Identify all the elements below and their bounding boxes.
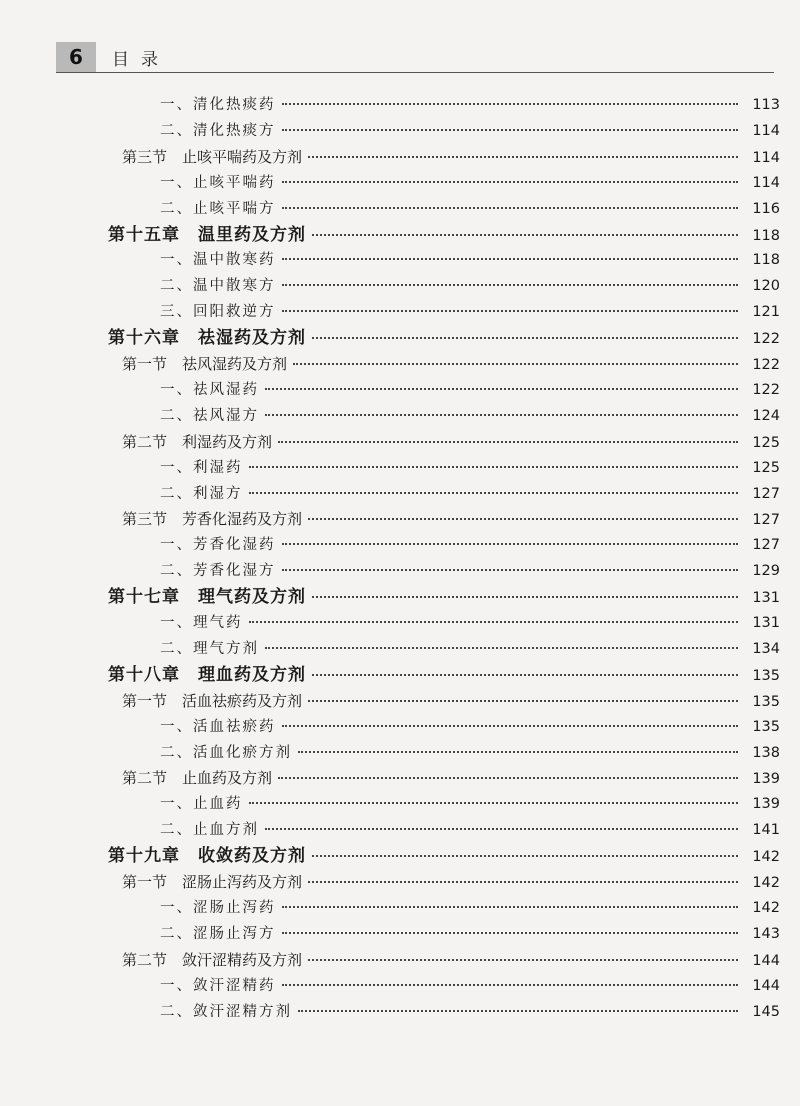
toc-entry-label: 一、清化热痰药	[160, 97, 276, 113]
toc-page-number: 143	[752, 925, 780, 942]
toc-entry-label: 第十七章 理气药及方剂	[108, 587, 306, 608]
toc-item-row	[160, 196, 780, 222]
dot-leader	[278, 777, 738, 779]
dot-leader	[249, 621, 739, 623]
toc-page-number: 118	[752, 252, 780, 269]
toc-section-row	[122, 688, 780, 714]
toc-item-row	[160, 299, 780, 325]
toc-entry-label: 第十六章 祛湿药及方剂	[108, 328, 306, 349]
toc-entry-label: 一、祛风湿药	[160, 381, 259, 398]
toc-entry-label: 一、敛汗涩精药	[160, 977, 276, 994]
toc-page-number: 131	[752, 615, 780, 631]
toc-page-number: 141	[752, 822, 780, 839]
toc-page-number: 122	[752, 381, 780, 398]
dot-leader	[282, 932, 739, 934]
toc-entry-label: 一、涩肠止泻药	[160, 899, 276, 916]
toc-entry-label: 一、止血药	[160, 796, 243, 813]
toc-page-number: 122	[752, 331, 780, 348]
toc-page-number: 144	[752, 952, 780, 969]
toc-entry-label: 一、利湿药	[160, 459, 243, 476]
toc-page-number: 114	[752, 174, 780, 191]
toc-entry-label: 一、活血祛瘀药	[160, 718, 276, 735]
toc-entry-label: 三、回阳救逆方	[160, 304, 276, 321]
toc-page-number: 144	[752, 977, 780, 994]
toc-page-number: 127	[752, 512, 780, 529]
toc-item-row	[160, 532, 780, 558]
toc-entry-label: 第一节 祛风湿药及方剂	[122, 355, 288, 373]
toc-page-number: 142	[752, 899, 780, 916]
toc-chapter-row	[108, 841, 780, 871]
toc-item-row	[160, 740, 780, 766]
dot-leader	[278, 441, 738, 443]
toc-entry-label: 第二节 止血药及方剂	[122, 769, 273, 788]
dot-leader	[293, 363, 738, 365]
page-header	[56, 42, 774, 73]
dot-leader	[312, 234, 738, 236]
toc-page-number: 145	[752, 1003, 780, 1020]
dot-leader	[308, 518, 738, 520]
toc-page-number: 124	[752, 407, 780, 424]
toc-page-number: 139	[752, 771, 780, 788]
toc-page-number: 125	[752, 434, 780, 451]
toc-page-number: 116	[752, 200, 780, 217]
toc-entry-label: 第二节 敛汗涩精药及方剂	[122, 950, 303, 969]
toc-entry-label: 二、理气方剂	[160, 640, 259, 657]
dot-leader	[312, 855, 738, 857]
toc-entry-label: 二、温中散寒方	[160, 278, 276, 295]
toc-entry-label: 一、止咳平喘药	[160, 174, 276, 191]
dot-leader	[282, 103, 739, 105]
dot-leader	[298, 751, 738, 753]
toc-page-number: 135	[752, 693, 780, 710]
toc-chapter-row	[108, 660, 780, 690]
dot-leader	[265, 388, 738, 390]
toc-page-number: 129	[752, 563, 780, 580]
toc-page-number: 121	[752, 304, 780, 321]
toc-entry-label: 第一节 活血祛瘀药及方剂	[122, 691, 303, 710]
toc-page-number: 127	[752, 485, 780, 502]
toc-item-row	[160, 170, 780, 196]
toc-page-number: 122	[752, 357, 780, 373]
toc-entry-label: 第三节 止咳平喘药及方剂	[122, 147, 303, 166]
toc-item-row	[160, 714, 780, 740]
toc-item-row	[160, 92, 780, 118]
toc-page-number: 127	[752, 537, 780, 554]
toc-entry-label: 二、活血化瘀方剂	[160, 744, 292, 761]
toc-item-row	[160, 558, 780, 584]
toc-item-row	[160, 610, 780, 636]
dot-leader	[308, 881, 738, 883]
toc-item-row	[160, 403, 780, 429]
toc-item-row	[160, 455, 780, 481]
toc-item-row	[160, 895, 780, 921]
toc-entry-label: 第十九章 收敛药及方剂	[108, 846, 306, 867]
dot-leader	[282, 725, 739, 727]
toc-page-number: 135	[752, 718, 780, 735]
toc-chapter-row	[108, 582, 780, 612]
toc-entry-label: 二、敛汗涩精方剂	[160, 1003, 292, 1020]
toc-entry-label: 一、芳香化湿药	[160, 537, 276, 554]
toc-entry-label: 第三节 芳香化湿药及方剂	[122, 510, 303, 529]
toc-item-row	[160, 817, 780, 843]
toc-section-row	[122, 869, 780, 895]
toc-entry-label: 二、止咳平喘方	[160, 200, 276, 217]
dot-leader	[282, 569, 739, 571]
dot-leader	[282, 207, 739, 209]
dot-leader	[265, 414, 738, 416]
toc-item-row	[160, 247, 780, 273]
toc-item-row	[160, 999, 780, 1025]
toc-item-row	[160, 118, 780, 144]
page-number: 6	[56, 42, 96, 72]
toc-item-row	[160, 481, 780, 507]
dot-leader	[312, 596, 738, 598]
toc-entry-label: 第一节 涩肠止泻药及方剂	[122, 873, 303, 891]
toc-entry-label: 二、清化热痰方	[160, 122, 276, 139]
toc-entry-label: 二、止血方剂	[160, 822, 259, 839]
dot-leader	[308, 156, 738, 158]
toc-page-number: 134	[752, 640, 780, 657]
toc-page-number: 131	[752, 590, 780, 607]
dot-leader	[282, 258, 739, 260]
dot-leader	[249, 492, 739, 494]
dot-leader	[282, 284, 739, 286]
dot-leader	[282, 129, 739, 131]
toc-page-number: 142	[752, 875, 780, 891]
toc-entry-label: 二、涩肠止泻方	[160, 925, 276, 942]
toc-section-row	[122, 506, 780, 532]
toc-entry-label: 第十八章 理血药及方剂	[108, 664, 306, 685]
toc-page-number: 114	[752, 149, 780, 166]
toc-item-row	[160, 973, 780, 999]
dot-leader	[298, 1010, 738, 1012]
toc-entry-label: 二、祛风湿方	[160, 407, 259, 424]
toc-item-row	[160, 921, 780, 947]
header-title: 目录	[112, 50, 170, 70]
dot-leader	[308, 700, 738, 702]
toc-entry-label: 第二节 利湿药及方剂	[122, 432, 273, 451]
toc-chapter-row	[108, 323, 780, 353]
toc-item-row	[160, 791, 780, 817]
toc-item-row	[160, 273, 780, 299]
toc-entry-label: 一、温中散寒药	[160, 252, 276, 269]
toc-entry-label: 二、利湿方	[160, 485, 243, 502]
toc-section-row	[122, 351, 780, 377]
dot-leader	[282, 906, 739, 908]
dot-leader	[308, 959, 738, 961]
toc-page-number: 118	[752, 227, 780, 244]
dot-leader	[282, 181, 739, 183]
toc-chapter-row	[108, 220, 780, 250]
toc-section-row	[122, 429, 780, 455]
dot-leader	[249, 802, 739, 804]
dot-leader	[249, 466, 739, 468]
toc-page-number: 120	[752, 278, 780, 295]
toc-page-number: 135	[752, 667, 780, 684]
dot-leader	[282, 310, 739, 312]
toc-page-number: 113	[752, 97, 780, 113]
toc-page-number: 114	[752, 122, 780, 139]
dot-leader	[282, 984, 739, 986]
toc-page-number: 142	[752, 849, 780, 866]
dot-leader	[282, 543, 739, 545]
toc-section-row	[122, 765, 780, 791]
toc-entry-label: 一、理气药	[160, 615, 243, 631]
toc-item-row	[160, 377, 780, 403]
dot-leader	[312, 337, 738, 339]
dot-leader	[312, 674, 738, 676]
toc-section-row	[122, 144, 780, 170]
toc-page-number: 138	[752, 744, 780, 761]
dot-leader	[265, 828, 738, 830]
toc-page-number: 139	[752, 796, 780, 813]
dot-leader	[265, 647, 738, 649]
toc-item-row	[160, 636, 780, 662]
toc-section-row	[122, 947, 780, 973]
toc-page-number: 125	[752, 459, 780, 476]
toc-entry-label: 第十五章 温里药及方剂	[108, 224, 306, 245]
toc-entry-label: 二、芳香化湿方	[160, 563, 276, 580]
